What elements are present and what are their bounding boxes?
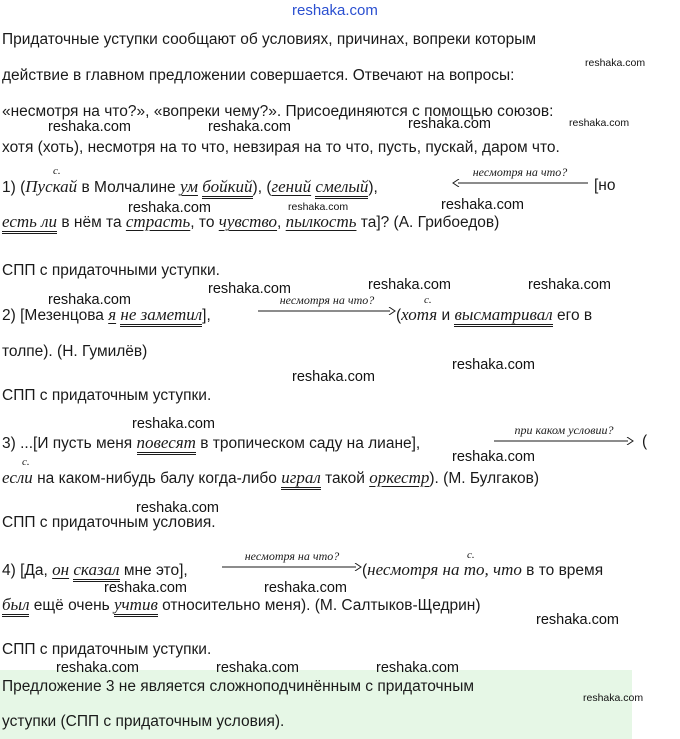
subject: оркестр [369,468,430,487]
watermark: reshaka.com [292,2,378,19]
subject: страсть [125,212,191,231]
subject: пылкость [285,212,357,231]
predicate: высматривал [454,305,552,327]
conjunction-mark: с. [53,165,61,177]
predicate: играл [281,468,321,490]
example-4-line-1-end: (несмотря на то, что в то время [362,560,604,579]
subject: гений [271,177,312,196]
watermark: reshaka.com [56,660,140,676]
example-1-line-1: 1) (Пускай в Молчалине ум бойкий), (гений смелый), [2,177,378,197]
example-1-bracket: [но [594,177,616,194]
watermark: reshaka.com [288,201,349,213]
subject: я [108,305,117,324]
conjunction: хотя [401,305,438,324]
watermark: reshaka.com [136,500,220,516]
example-2-line-1-end: (хотя и высматривал его в [396,305,592,325]
watermark: reshaka.com [216,660,300,676]
watermark: reshaka.com [583,692,644,704]
intro-line-1: Придаточные уступки сообщают об условиях, причинах, вопреки которым [2,31,537,48]
watermark: reshaka.com [441,197,525,213]
watermark: reshaka.com [536,612,620,628]
conjunction: несмотря на то, что [367,560,522,579]
conjunction-mark: с. [424,294,432,306]
example-1-type: СПП с придаточными уступки. [2,262,220,279]
example-4-line-2: был ещё очень учтив относительно меня). (М. Салтыков-Щедрин) [2,595,481,615]
question-arrow: несмотря на что? [452,166,588,187]
question-arrow: при каком условии? [494,424,634,445]
intro-line-4: хотя (хоть), несмотря на то что, невзирая на то что, пусть, пускай, даром что. [2,139,560,156]
watermark: reshaka.com [376,660,460,676]
watermark: reshaka.com [128,200,212,216]
subject: он [52,560,70,579]
watermark: reshaka.com [452,449,536,465]
example-4-line-1: 4) [Да, он сказал мне это], [2,560,188,580]
question-arrow: несмотря на что? [258,294,396,315]
example-1-line-2: есть ли в нём та страсть, то чувство, пылкость та]? (А. Грибоедов) [2,212,499,232]
answer-line-2: уступки (СПП с придаточным условия). [2,713,285,730]
watermark: reshaka.com [569,117,630,129]
watermark: reshaka.com [48,292,132,308]
predicate: не заметил [120,305,202,327]
predicate: повесят [137,433,196,455]
conjunction: Пускай [25,177,78,196]
watermark: reshaka.com [292,369,376,385]
example-3-line-1: 3) ...[И пусть меня повесят в тропическом саду на лиане], [2,433,420,453]
watermark: reshaka.com [48,119,132,135]
example-2-type: СПП с придаточным уступки. [2,387,212,404]
watermark: reshaka.com [104,580,188,596]
predicate: учтив [114,595,158,617]
predicate: смелый [315,177,368,199]
example-3-line-2: если на каком-нибудь балу когда-либо играл такой оркестр). (М. Булгаков) [2,468,539,488]
example-2-line-2: толпе). (Н. Гумилёв) [2,343,148,360]
example-3-paren: ( [642,433,648,450]
conjunction: если [2,468,33,487]
intro-line-2: действие в главном предложении совершается. Отвечают на вопросы: [2,67,515,84]
predicate: сказал [73,560,119,582]
subject: чувство [218,212,278,231]
watermark: reshaka.com [264,580,348,596]
conjunction-mark: с. [22,456,30,468]
watermark: reshaka.com [208,119,292,135]
watermark: reshaka.com [132,416,216,432]
conjunction-mark: с. [467,549,475,561]
example-3-type: СПП с придаточным условия. [2,514,216,531]
watermark: reshaka.com [585,57,646,69]
example-4-type: СПП с придаточным уступки. [2,641,212,658]
predicate: бойкий [202,177,252,199]
answer-line-1: Предложение 3 не является сложноподчинённым с придаточным [2,678,474,695]
watermark: reshaka.com [408,116,492,132]
predicate: есть ли [2,212,57,234]
example-2-line-1: 2) [Мезенцова я не заметил], [2,305,211,325]
question-arrow: несмотря на что? [222,550,362,571]
watermark: reshaka.com [368,277,452,293]
subject: ум [179,177,198,196]
watermark: reshaka.com [208,281,292,297]
watermark: reshaka.com [528,277,612,293]
predicate: был [2,595,29,617]
intro-line-3: «несмотря на что?», «вопреки чему?». Присоединяются с помощью союзов: [2,103,554,120]
watermark: reshaka.com [452,357,536,373]
